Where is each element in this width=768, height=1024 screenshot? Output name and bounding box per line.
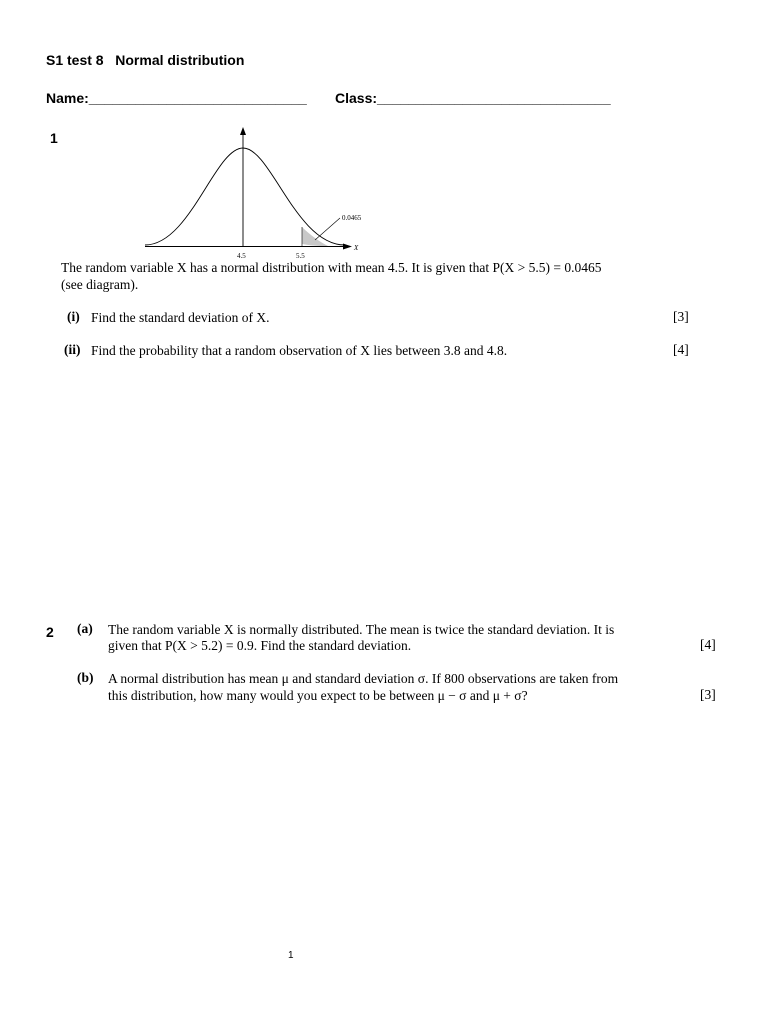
value-tick-label: 5.5 — [296, 252, 305, 260]
question-2-part-a-marks: [4] — [700, 637, 716, 652]
question-1-part-ii-marks: [4] — [673, 342, 689, 357]
question-2-part-b-label: (b) — [77, 670, 94, 685]
x-axis-arrowhead — [343, 244, 352, 250]
probability-pointer — [315, 218, 340, 240]
page-number: 1 — [288, 950, 294, 961]
question-2-part-b-line-2: this distribution, how many would you expect to be between μ − σ and μ + σ? — [108, 688, 528, 703]
x-axis-label: X — [354, 244, 359, 252]
question-1-number: 1 — [50, 130, 58, 146]
question-1-part-i-marks: [3] — [673, 309, 689, 324]
question-1-part-ii-text: Find the probability that a random observation of X lies between 3.8 and 4.8. — [91, 343, 508, 358]
class-field-label: Class:______________________________ — [335, 90, 611, 106]
page-title: S1 test 8 Normal distribution — [46, 52, 245, 68]
normal-curve — [145, 148, 345, 245]
question-1-part-i-text: Find the standard deviation of X. — [91, 310, 270, 325]
question-2-part-a-line-2: given that P(X > 5.2) = 0.9. Find the standard deviation. — [108, 638, 412, 653]
mean-tick-label: 4.5 — [237, 252, 246, 260]
question-1-part-i-label: (i) — [67, 309, 80, 324]
question-2-number: 2 — [46, 624, 54, 640]
question-1-intro-line-2: (see diagram). — [61, 277, 139, 292]
shaded-tail-region — [302, 227, 328, 247]
question-2-part-a-label: (a) — [77, 621, 93, 636]
tail-probability-label: 0.0465 — [342, 214, 362, 222]
normal-distribution-diagram — [140, 124, 370, 264]
mean-line-arrowhead — [240, 127, 246, 135]
question-2-part-b-line-1: A normal distribution has mean μ and standard deviation σ. If 800 observations are taken from — [108, 671, 619, 686]
question-2-part-b-marks: [3] — [700, 687, 716, 702]
question-2-part-a-line-1: The random variable X is normally distributed. The mean is twice the standard deviation. It is — [108, 622, 615, 637]
question-1-intro-line-1: The random variable X has a normal distribution with mean 4.5. It is given that P(X > 5.5) = 0.0465 — [61, 260, 602, 275]
question-1-part-ii-label: (ii) — [64, 342, 81, 357]
name-field-label: Name:____________________________ — [46, 90, 307, 106]
